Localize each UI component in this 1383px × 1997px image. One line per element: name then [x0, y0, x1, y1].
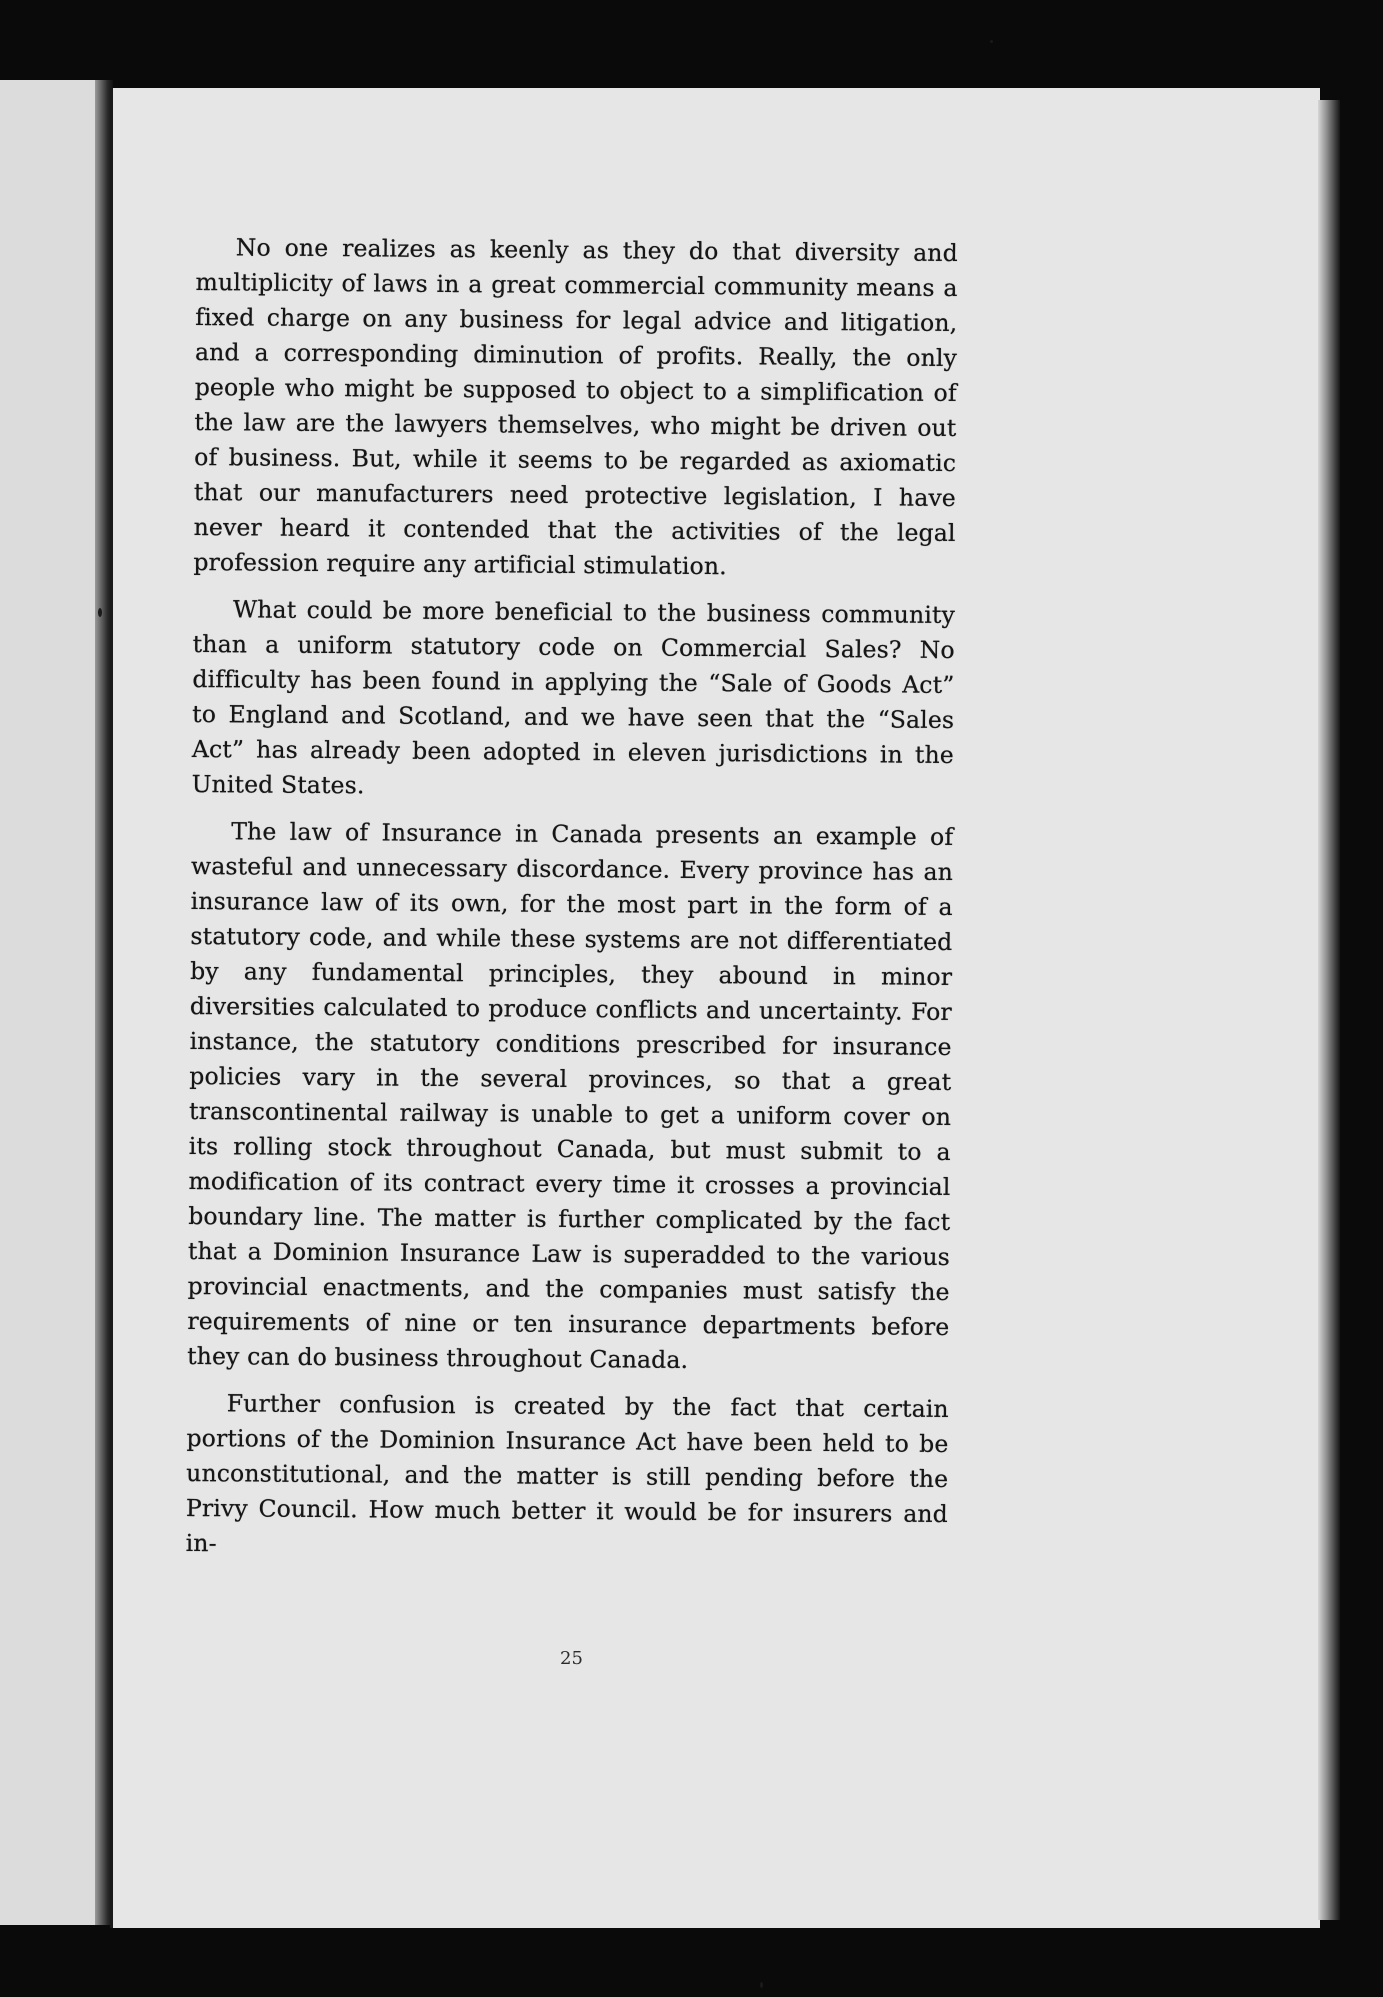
left-page-edge: [0, 80, 100, 1925]
page-number: 25: [560, 1648, 583, 1669]
paragraph-2: What could be more beneficial to the business community than a uniform statutory code on Commercial Sales? No difficulty has been found in applying the “Sale of Goods Act” to England and Scotland, and we have seen that the “Sales Act” has already been adopted in eleven jurisdictions in the United States.: [191, 595, 956, 800]
body-text: [185, 230, 958, 1579]
ink-speck: [990, 40, 993, 43]
ink-speck: [98, 608, 102, 617]
paragraph-4: Further confusion is created by the fact that certain portions of the Dominion Insurance Act have been held to be unconstitutional, and the matter is still pending before the Privy Council. How much better it would be for insurers and in-: [185, 1389, 949, 1558]
ink-speck: [760, 1982, 763, 1988]
paragraph-1: No one realizes as keenly as they do that diversity and multiplicity of laws in a great commercial community means a fixed charge on any business for legal advice and litigation, and a corresponding diminution of profits. Really, the only people who might be supposed to object to a simplification of the law are the lawyers themselves, who might be driven out of business. But, while it seems to be regarded as axiomatic that our manufacturers need protective legislation, I have never heard it contended that the activities of the legal profession require any artificial stimulation.: [193, 233, 958, 581]
paragraph-3: The law of Insurance in Canada presents an example of wasteful and unnecessary discordance. Every province has an insurance law of its own, for the most part in the form of a statutory code, and while these systems are not differentiated by any fundamental principles, they abound in minor diversities calculated to produce conflicts and uncertainty. For instance, the statutory conditions prescribed for insurance policies vary in the several provinces, so that a great transcontinental railway is unable to get a uniform cover on its rolling stock throughout Canada, but must submit to a modification of its contract every time it crosses a provincial boundary line. The matter is further complicated by the fact that a Dominion Insurance Law is superadded to the various provincial enactments, and the companies must satisfy the requirements of nine or ten insurance departments before they can do business throughout Canada.: [187, 817, 954, 1374]
right-page-edge: [1318, 100, 1340, 1920]
